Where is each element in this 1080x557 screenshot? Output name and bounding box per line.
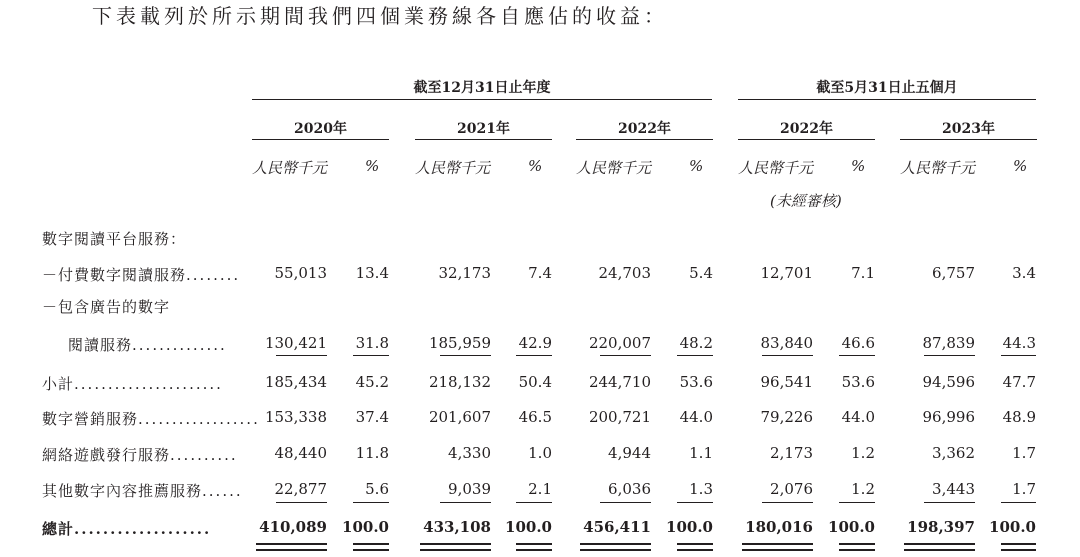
total-rule xyxy=(762,502,813,503)
double-rule xyxy=(353,549,389,551)
row-label: －包含廣告的數字 xyxy=(42,298,171,316)
amount-cell: 12,701 xyxy=(760,264,813,282)
row-label: 網絡遊戲發行服務.......... xyxy=(42,446,238,464)
total-rule xyxy=(924,502,975,503)
amount-cell: 4,944 xyxy=(608,444,651,462)
amount-cell: 198,397 xyxy=(907,518,975,536)
intro-text: 下表載列於所示期間我們四個業務線各自應佔的收益： xyxy=(92,4,668,28)
year-rule xyxy=(900,139,1037,140)
amount-cell: 200,721 xyxy=(588,408,651,426)
percentage-cell: 1.7 xyxy=(1012,480,1036,498)
percentage-cell: 100.0 xyxy=(666,518,713,536)
percentage-cell: 13.4 xyxy=(355,264,389,282)
percentage-cell: 53.6 xyxy=(679,373,713,391)
amount-cell: 130,421 xyxy=(264,334,327,352)
percentage-cell: 48.9 xyxy=(1002,408,1036,426)
subtotal-rule xyxy=(276,355,327,356)
year-rule xyxy=(576,139,713,140)
percentage-cell: 100.0 xyxy=(828,518,875,536)
percentage-cell: 1.2 xyxy=(851,444,875,462)
percentage-cell: 31.8 xyxy=(355,334,389,352)
row-label: 閱讀服務.............. xyxy=(68,336,227,354)
unit-header: 人民幣千元 xyxy=(900,159,976,177)
double-rule xyxy=(904,543,975,545)
double-rule xyxy=(256,543,327,545)
year-header: 2020年 xyxy=(294,121,347,137)
subtotal-rule xyxy=(1001,355,1036,356)
double-rule xyxy=(580,549,651,551)
section-heading: 數字閱讀平台服務： xyxy=(42,230,187,248)
percentage-cell: 11.8 xyxy=(355,444,389,462)
amount-cell: 96,541 xyxy=(760,373,813,391)
row-label: 總計................... xyxy=(42,520,212,538)
year-rule xyxy=(252,139,389,140)
percentage-cell: 7.4 xyxy=(528,264,552,282)
amount-cell: 9,039 xyxy=(448,480,491,498)
percentage-cell: 47.7 xyxy=(1002,373,1036,391)
total-rule xyxy=(516,502,552,503)
subtotal-rule xyxy=(839,355,875,356)
amount-cell: 3,443 xyxy=(932,480,975,498)
double-rule xyxy=(516,543,552,545)
total-rule xyxy=(1001,502,1036,503)
percentage-cell: 50.4 xyxy=(518,373,552,391)
percentage-cell: 1.1 xyxy=(689,444,713,462)
double-rule xyxy=(353,543,389,545)
amount-cell: 79,226 xyxy=(760,408,813,426)
row-label: －付費數字閱讀服務........ xyxy=(42,266,241,284)
double-rule xyxy=(742,543,813,545)
amount-cell: 6,036 xyxy=(608,480,651,498)
subtotal-rule xyxy=(353,355,389,356)
amount-cell: 185,434 xyxy=(264,373,327,391)
amount-cell: 96,996 xyxy=(922,408,975,426)
unit-header: 人民幣千元 xyxy=(738,159,814,177)
percentage-cell: 1.3 xyxy=(689,480,713,498)
pct-header: % xyxy=(851,157,866,175)
percentage-cell: 53.6 xyxy=(841,373,875,391)
percentage-cell: 100.0 xyxy=(505,518,552,536)
double-rule xyxy=(839,543,875,545)
percentage-cell: 46.5 xyxy=(518,408,552,426)
amount-cell: 87,839 xyxy=(922,334,975,352)
amount-cell: 83,840 xyxy=(760,334,813,352)
amount-cell: 153,338 xyxy=(264,408,327,426)
percentage-cell: 1.0 xyxy=(528,444,552,462)
double-rule xyxy=(904,549,975,551)
subtotal-rule xyxy=(440,355,491,356)
unaudited-note: (未經審核) xyxy=(770,192,842,210)
pct-header: % xyxy=(365,157,380,175)
amount-cell: 6,757 xyxy=(932,264,975,282)
percentage-cell: 44.0 xyxy=(841,408,875,426)
double-rule xyxy=(1001,543,1036,545)
percentage-cell: 7.1 xyxy=(851,264,875,282)
pct-header: % xyxy=(528,157,543,175)
amount-cell: 433,108 xyxy=(423,518,491,536)
row-label: 數字營銷服務.................. xyxy=(42,410,260,428)
total-rule xyxy=(677,502,713,503)
double-rule xyxy=(580,543,651,545)
amount-cell: 22,877 xyxy=(274,480,327,498)
percentage-cell: 42.9 xyxy=(518,334,552,352)
amount-cell: 94,596 xyxy=(922,373,975,391)
subtotal-rule xyxy=(600,355,651,356)
pct-header: % xyxy=(1013,157,1028,175)
amount-cell: 185,959 xyxy=(428,334,491,352)
total-rule xyxy=(839,502,875,503)
amount-cell: 410,089 xyxy=(259,518,327,536)
percentage-cell: 1.7 xyxy=(1012,444,1036,462)
amount-cell: 456,411 xyxy=(583,518,651,536)
unit-header: 人民幣千元 xyxy=(252,159,328,177)
percentage-cell: 3.4 xyxy=(1012,264,1036,282)
amount-cell: 180,016 xyxy=(745,518,813,536)
amount-cell: 2,076 xyxy=(770,480,813,498)
year-header: 2023年 xyxy=(942,121,995,137)
subtotal-rule xyxy=(677,355,713,356)
amount-cell: 2,173 xyxy=(770,444,813,462)
amount-cell: 4,330 xyxy=(448,444,491,462)
double-rule xyxy=(420,543,491,545)
percentage-cell: 44.3 xyxy=(1002,334,1036,352)
amount-cell: 55,013 xyxy=(274,264,327,282)
group-header-rule xyxy=(252,99,712,100)
double-rule xyxy=(742,549,813,551)
amount-cell: 220,007 xyxy=(588,334,651,352)
double-rule xyxy=(839,549,875,551)
year-rule xyxy=(738,139,875,140)
subtotal-rule xyxy=(924,355,975,356)
total-rule xyxy=(600,502,651,503)
year-header: 2022年 xyxy=(618,121,671,137)
double-rule xyxy=(1001,549,1036,551)
percentage-cell: 5.4 xyxy=(689,264,713,282)
pct-header: % xyxy=(689,157,704,175)
row-label: 其他數字內容推薦服務...... xyxy=(42,482,243,500)
unit-header: 人民幣千元 xyxy=(415,159,491,177)
percentage-cell: 37.4 xyxy=(355,408,389,426)
percentage-cell: 46.6 xyxy=(841,334,875,352)
total-rule xyxy=(276,502,327,503)
amount-cell: 218,132 xyxy=(428,373,491,391)
amount-cell: 32,173 xyxy=(438,264,491,282)
year-rule xyxy=(415,139,552,140)
total-rule xyxy=(440,502,491,503)
double-rule xyxy=(677,549,713,551)
double-rule xyxy=(420,549,491,551)
percentage-cell: 48.2 xyxy=(679,334,713,352)
amount-cell: 24,703 xyxy=(598,264,651,282)
percentage-cell: 2.1 xyxy=(528,480,552,498)
amount-cell: 244,710 xyxy=(588,373,651,391)
amount-cell: 48,440 xyxy=(274,444,327,462)
row-label: 小計...................... xyxy=(42,375,223,393)
percentage-cell: 45.2 xyxy=(355,373,389,391)
percentage-cell: 44.0 xyxy=(679,408,713,426)
year-header: 2022年 xyxy=(780,121,833,137)
amount-cell: 3,362 xyxy=(932,444,975,462)
subtotal-rule xyxy=(516,355,552,356)
unit-header: 人民幣千元 xyxy=(576,159,652,177)
percentage-cell: 1.2 xyxy=(851,480,875,498)
percentage-cell: 100.0 xyxy=(342,518,389,536)
year-header: 2021年 xyxy=(457,121,510,137)
double-rule xyxy=(516,549,552,551)
double-rule xyxy=(256,549,327,551)
group-header-five-months: 截至5月31日止五個月 xyxy=(816,80,958,96)
percentage-cell: 5.6 xyxy=(365,480,389,498)
percentage-cell: 100.0 xyxy=(989,518,1036,536)
group-header-rule xyxy=(738,99,1036,100)
subtotal-rule xyxy=(762,355,813,356)
total-rule xyxy=(353,502,389,503)
group-header-year: 截至12月31日止年度 xyxy=(413,80,551,96)
amount-cell: 201,607 xyxy=(428,408,491,426)
double-rule xyxy=(677,543,713,545)
